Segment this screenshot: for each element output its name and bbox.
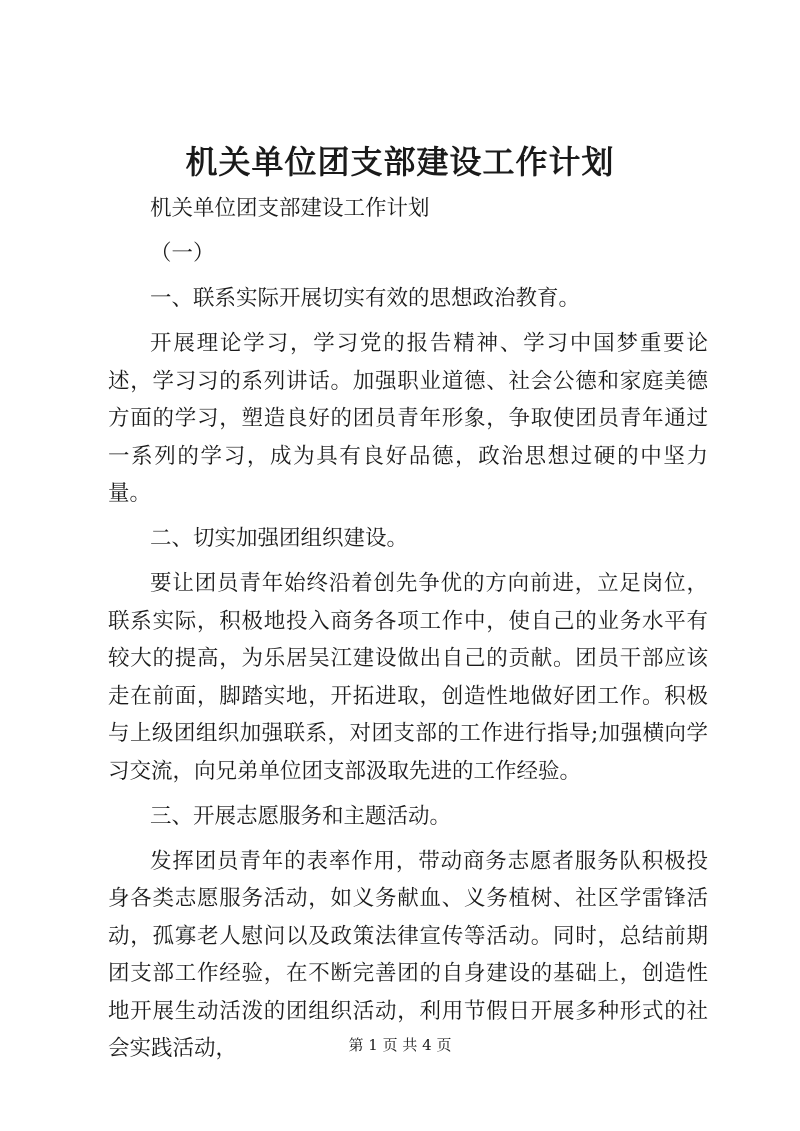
body-paragraph-1: 开展理论学习，学习党的报告精神、学习中国梦重要论述，学习习的系列讲话。加强职业道德、社会公德和家庭美德方面的学习，塑造良好的团员青年形象，争取使团员青年通过一系列的学习，成为具有良好品德，政治思想过硬的中坚力量。: [108, 331, 708, 506]
body-paragraph-2: 要让团员青年始终沿着创先争优的方向前进，立足岗位，联系实际，积极地投入商务各项工作中，使自己的业务水平有较大的提高，为乐居吴江建设做出自己的贡献。团员干部应该走在前面，脚踏实地，开拓进取，创造性地做好团工作。积极与上级团组织加强联系，对团支部的工作进行指导;加强横向学习交流，向兄弟单位团支部汲取先进的工作经验。: [108, 571, 708, 784]
section-heading-2: 二、切实加强团组织建设。: [150, 526, 409, 551]
page-footer: 第 1 页 共 4 页: [348, 1036, 452, 1054]
subtitle-paragraph: 机关单位团支部建设工作计划: [150, 196, 430, 221]
section-heading-3: 三、开展志愿服务和主题活动。: [150, 803, 452, 829]
section-number: （一）: [150, 241, 215, 266]
document-body: [108, 190, 708, 1075]
document-title: 机关单位团支部建设工作计划: [185, 143, 615, 181]
body-paragraph-3: 发挥团员青年的表率作用，带动商务志愿者服务队积极投身各类志愿服务活动，如义务献血、义务植树、社区学雷锋活动，孤寡老人慰问以及政策法律宣传等活动。同时，总结前期团支部工作经验，在不断完善团的自身建设的基础上，创造性地开展生动活泼的团组织活动，利用节假日开展多种形式的社会实践活动，: [108, 848, 708, 1061]
section-heading-1: 一、联系实际开展切实有效的思想政治教育。: [150, 286, 581, 311]
